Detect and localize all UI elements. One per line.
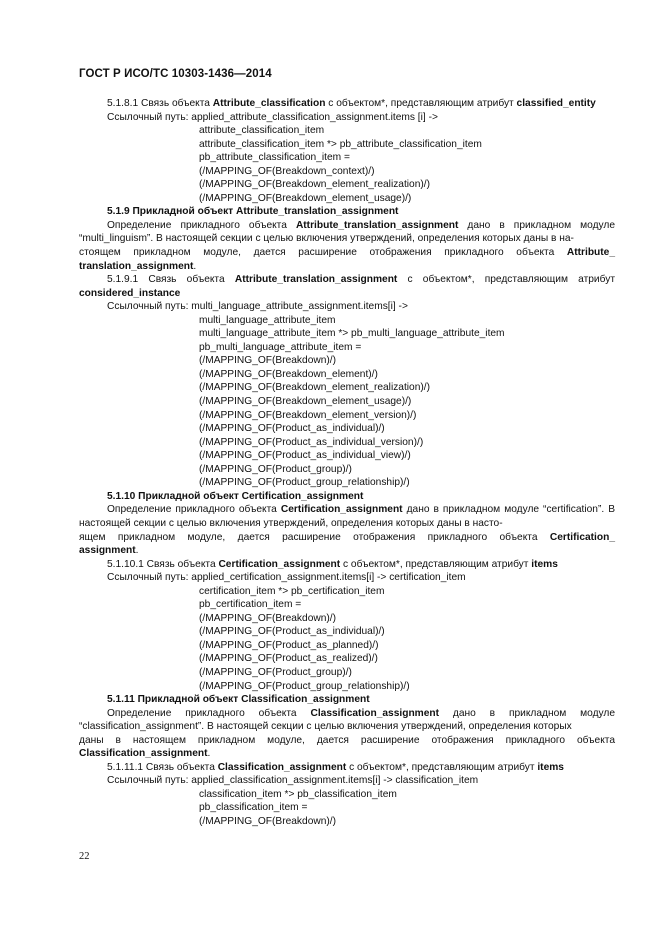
definition-paragraph-line: assignment. — [79, 545, 139, 557]
reference-path-line: (/MAPPING_OF(Product_group_relationship)/) — [199, 477, 410, 489]
section-heading: 5.1.11 Прикладной объект Classification_assignment — [107, 694, 370, 706]
reference-path-line: pb_certification_item = — [199, 599, 302, 611]
reference-path-line: (/MAPPING_OF(Product_as_individual_view)/) — [199, 450, 411, 462]
reference-path-line: (/MAPPING_OF(Product_as_realized)/) — [199, 653, 378, 665]
page-content — [79, 97, 615, 829]
definition-paragraph-line: translation_assignment. — [79, 260, 197, 272]
reference-path-line: (/MAPPING_OF(Product_as_individual)/) — [199, 423, 385, 435]
reference-path-line: (/MAPPING_OF(Product_as_individual)/) — [199, 626, 385, 638]
definition-paragraph: Определение прикладного объекта Certification_assignment дано в прикладном модуле “certification”. В настоящей секции с целью включения утверждений, определения которых даны в насто- — [79, 504, 615, 529]
definition-paragraph-line: Classification_assignment. — [79, 748, 211, 760]
mapping-statement: 5.1.10.1 Связь объекта Certification_assignment с объектом*, представляющим атрибут items — [107, 558, 558, 570]
reference-path-line: classification_item *> pb_classification_item — [199, 788, 397, 800]
section-heading: 5.1.10 Прикладной объект Certification_assignment — [107, 490, 364, 502]
page-header: ГОСТ Р ИСО/ТС 10303-1436—2014 — [79, 68, 272, 80]
reference-path-label: Ссылочный путь: applied_certification_assignment.items[i] -> certification_item — [107, 572, 466, 584]
reference-path-line: pb_classification_item = — [199, 802, 308, 814]
reference-path-label: Ссылочный путь: applied_attribute_classification_assignment.items [i] -> — [107, 111, 438, 123]
reference-path-line: (/MAPPING_OF(Breakdown_element_usage)/) — [199, 192, 412, 204]
definition-paragraph-line: даны в настоящем прикладном модуле, дается расширение отображения прикладного объекта — [79, 734, 615, 746]
definition-paragraph: Определение прикладного объекта Classification_assignment дано в прикладном модуле “classification_assignment”. В настоящей секции с целью включения утверждений, определения которых — [79, 707, 615, 733]
mapping-statement: 5.1.8.1 Связь объекта Attribute_classification с объектом*, представляющим атрибут classified_entity — [107, 98, 596, 109]
reference-path-line: certification_item *> pb_certification_item — [199, 585, 385, 597]
reference-path-line: (/MAPPING_OF(Breakdown_element_realization)/) — [199, 382, 431, 394]
reference-path-line: (/MAPPING_OF(Breakdown_element_usage)/) — [199, 396, 412, 408]
reference-path-line: (/MAPPING_OF(Breakdown_element_realization)/) — [199, 179, 431, 191]
mapping-statement: 5.1.11.1 Связь объекта Classification_assignment с объектом*, представляющим атрибут items — [107, 761, 564, 773]
reference-path-line: (/MAPPING_OF(Product_group_relationship)/) — [199, 680, 410, 692]
reference-path-line: (/MAPPING_OF(Breakdown_element)/) — [199, 368, 378, 380]
mapping-statement: 5.1.9.1 Связь объекта Attribute_translation_assignment с объектом*, представляющим атрибут considered_instance — [79, 274, 615, 299]
reference-path-label: Ссылочный путь: applied_classification_assignment.items[i] -> classification_item — [107, 775, 479, 787]
reference-path-line: multi_language_attribute_item — [199, 314, 336, 326]
reference-path-line: (/MAPPING_OF(Product_as_individual_version)/) — [199, 436, 424, 448]
reference-path-line: (/MAPPING_OF(Breakdown)/) — [199, 355, 336, 367]
reference-path-line: (/MAPPING_OF(Breakdown_element_version)/) — [199, 409, 417, 421]
reference-path-line: (/MAPPING_OF(Breakdown_context)/) — [199, 165, 375, 177]
reference-path-line: (/MAPPING_OF(Product_group)/) — [199, 463, 352, 475]
reference-path-line: (/MAPPING_OF(Breakdown)/) — [199, 612, 336, 624]
reference-path-line: attribute_classification_item — [199, 125, 325, 137]
reference-path-line: pb_attribute_classification_item = — [199, 152, 350, 164]
section-heading: 5.1.9 Прикладной объект Attribute_translation_assignment — [107, 206, 399, 218]
reference-path-line: (/MAPPING_OF(Product_as_planned)/) — [199, 639, 379, 651]
reference-path-line: attribute_classification_item *> pb_attribute_classification_item — [199, 138, 482, 150]
reference-path-line: multi_language_attribute_item *> pb_multi_language_attribute_item — [199, 328, 505, 340]
reference-path-label: Ссылочный путь: multi_language_attribute_assignment.items[i] -> — [107, 301, 408, 313]
definition-paragraph: Определение прикладного объекта Attribute_translation_assignment дано в прикладном модуле “multi_linguism”. В настоящей секции с целью включения утверждений, определения которых даны в на- — [79, 219, 615, 245]
reference-path-line: (/MAPPING_OF(Product_group)/) — [199, 666, 352, 678]
reference-path-line: (/MAPPING_OF(Breakdown)/) — [199, 815, 336, 827]
definition-paragraph-line: ящем прикладном модуле, дается расширение отображения прикладного объекта Certification_ — [79, 531, 615, 543]
definition-paragraph-line: стоящем прикладном модуле, дается расширение отображения прикладного объекта Attribute_ — [79, 247, 615, 259]
reference-path-line: pb_multi_language_attribute_item = — [199, 341, 362, 353]
page-number: 22 — [79, 851, 90, 862]
